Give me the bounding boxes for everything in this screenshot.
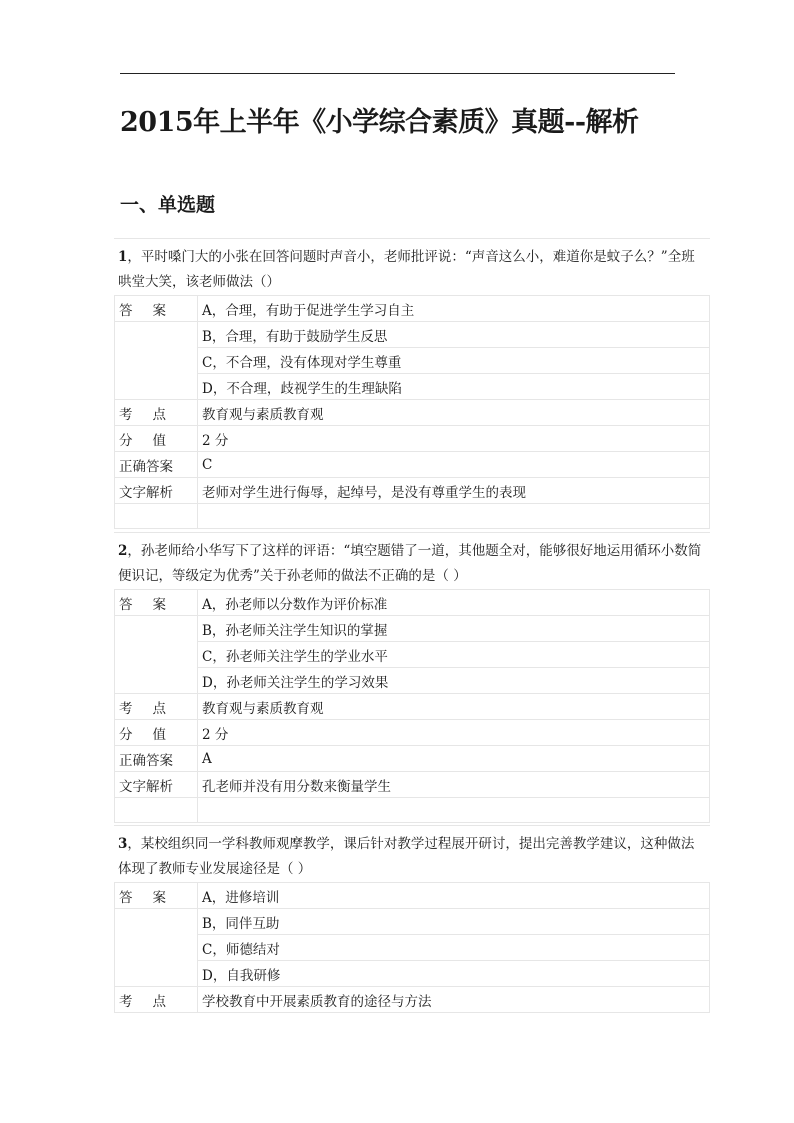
score-value: 2 分 bbox=[198, 720, 710, 746]
question-text: ，某校组织同一学科教师观摩教学，课后针对教学过程展开研讨，提出完善教学建议，这种做法体现了教师专业发展途径是（ ） bbox=[118, 836, 695, 877]
point-value: 教育观与素质教育观 bbox=[198, 694, 710, 720]
analysis-label: 文字解析 bbox=[115, 772, 198, 798]
question-table bbox=[114, 882, 710, 1013]
question-table bbox=[114, 295, 710, 529]
option-b: B，孙老师关注学生知识的掌握 bbox=[198, 616, 710, 642]
correct-value: A bbox=[198, 746, 710, 772]
point-label: 考点 bbox=[115, 400, 198, 426]
option-a: A，进修培训 bbox=[198, 883, 710, 909]
question-3 bbox=[114, 825, 710, 1013]
question-stem bbox=[114, 825, 710, 882]
analysis-value: 老师对学生进行侮辱，起绰号，是没有尊重学生的表现 bbox=[198, 478, 710, 504]
point-value: 学校教育中开展素质教育的途径与方法 bbox=[198, 987, 710, 1013]
score-label: 分值 bbox=[115, 426, 198, 452]
correct-label: 正确答案 bbox=[115, 452, 198, 478]
option-d: D，不合理，歧视学生的生理缺陷 bbox=[198, 374, 710, 400]
option-d: D，自我研修 bbox=[198, 961, 710, 987]
point-label: 考点 bbox=[115, 694, 198, 720]
header-rule bbox=[120, 73, 675, 74]
correct-value: C bbox=[198, 452, 710, 478]
option-b: B，同伴互助 bbox=[198, 909, 710, 935]
section-heading: 一、单选题 bbox=[120, 194, 216, 216]
analysis-value: 孔老师并没有用分数来衡量学生 bbox=[198, 772, 710, 798]
point-label: 考点 bbox=[115, 987, 198, 1013]
correct-label: 正确答案 bbox=[115, 746, 198, 772]
question-number: 3 bbox=[118, 836, 128, 852]
document-title: 2015年上半年《小学综合素质》真题--解析 bbox=[120, 107, 639, 138]
question-stem bbox=[114, 238, 710, 295]
analysis-label: 文字解析 bbox=[115, 478, 198, 504]
option-a: A，合理，有助于促进学生学习自主 bbox=[198, 296, 710, 322]
answer-label: 答案 bbox=[115, 590, 198, 616]
option-c: C，不合理，没有体现对学生尊重 bbox=[198, 348, 710, 374]
question-number: 1 bbox=[118, 249, 128, 265]
question-table bbox=[114, 589, 710, 823]
answer-label: 答案 bbox=[115, 296, 198, 322]
score-label: 分值 bbox=[115, 720, 198, 746]
question-stem bbox=[114, 532, 710, 589]
option-d: D，孙老师关注学生的学习效果 bbox=[198, 668, 710, 694]
option-b: B，合理，有助于鼓励学生反思 bbox=[198, 322, 710, 348]
question-number: 2 bbox=[118, 543, 128, 559]
score-value: 2 分 bbox=[198, 426, 710, 452]
point-value: 教育观与素质教育观 bbox=[198, 400, 710, 426]
answer-label: 答案 bbox=[115, 883, 198, 909]
option-c: C，孙老师关注学生的学业水平 bbox=[198, 642, 710, 668]
question-text: ，孙老师给小华写下了这样的评语：“填空题错了一道，其他题全对，能够很好地运用循环小数简便识记，等级定为优秀”关于孙老师的做法不正确的是（ ） bbox=[118, 543, 702, 584]
question-2 bbox=[114, 532, 710, 823]
option-a: A，孙老师以分数作为评价标准 bbox=[198, 590, 710, 616]
question-text: ，平时嗓门大的小张在回答问题时声音小，老师批评说：“声音这么小，难道你是蚊子么？”全班哄堂大笑，该老师做法（） bbox=[118, 249, 695, 290]
question-1 bbox=[114, 238, 710, 529]
option-c: C，师德结对 bbox=[198, 935, 710, 961]
